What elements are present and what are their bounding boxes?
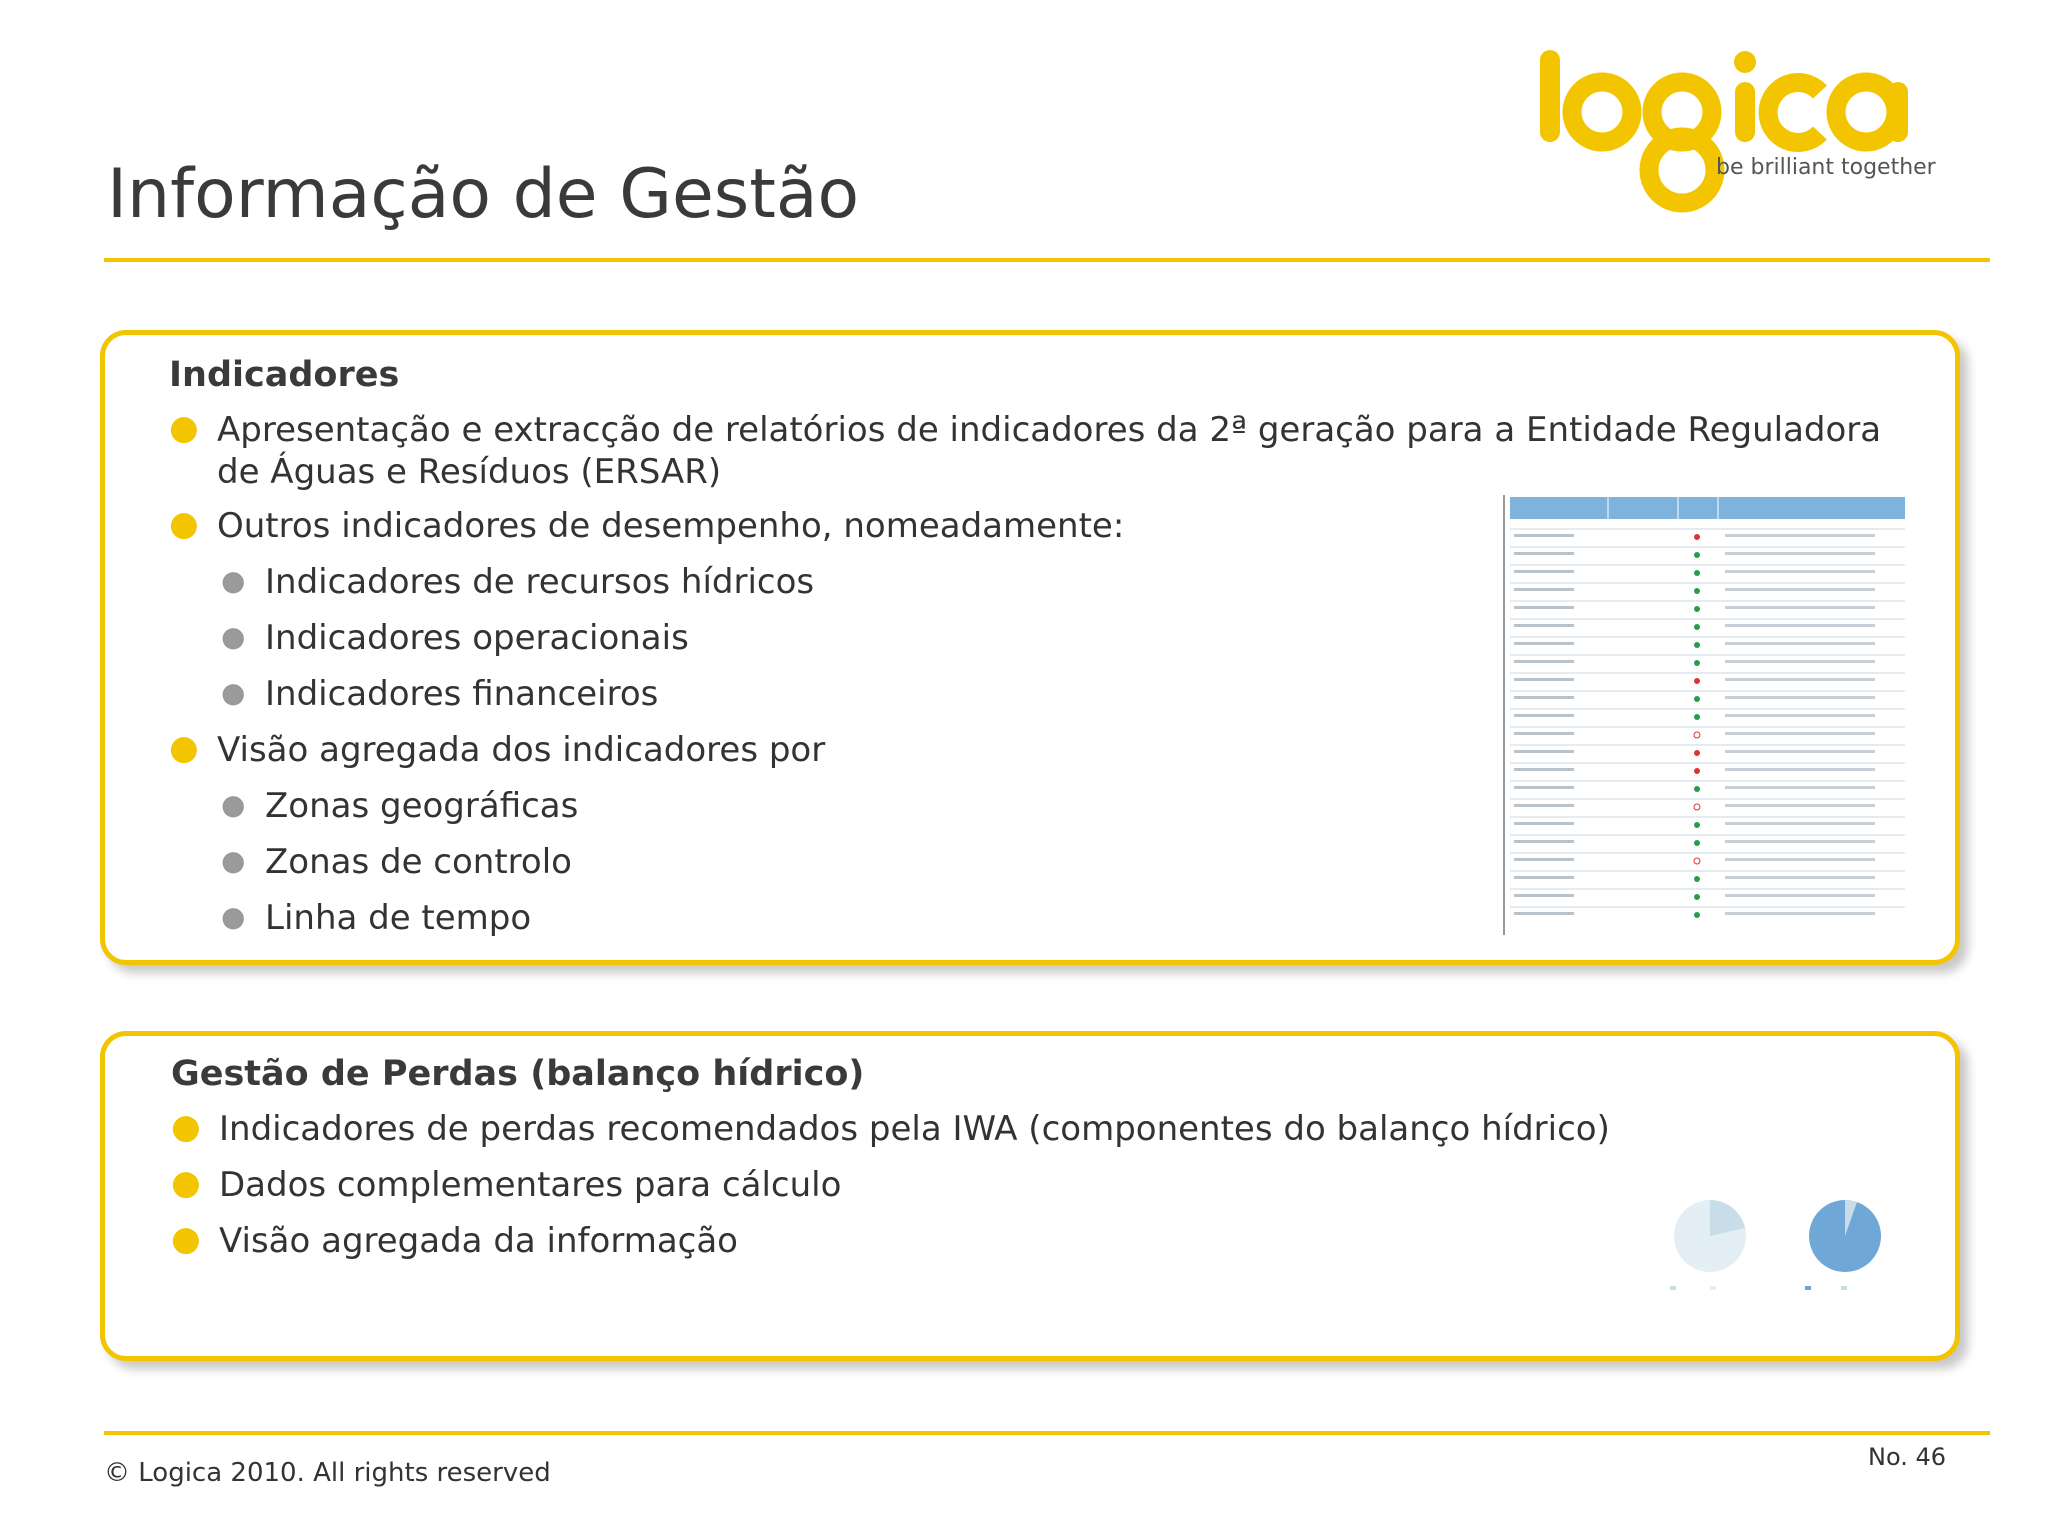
sub-bullet-dot-icon: ● bbox=[221, 788, 246, 821]
sub-bullet-item: ● Indicadores financeiros bbox=[221, 674, 659, 714]
page-number: No. 46 bbox=[1868, 1443, 1947, 1471]
bullet-item: ● Indicadores de perdas recomendados pela IWA (componentes do balanço hídrico) bbox=[171, 1107, 1610, 1149]
gestao-perdas-heading: Gestão de Perdas (balanço hídrico) bbox=[171, 1054, 865, 1094]
sub-bullet-item: ● Indicadores de recursos hídricos bbox=[221, 562, 815, 602]
sub-bullet-dot-icon: ● bbox=[221, 564, 246, 597]
top-divider bbox=[100, 255, 1990, 315]
bullet-item: ● Outros indicadores de desempenho, nomeadamente: bbox=[169, 504, 1125, 546]
indicator-report-thumbnail bbox=[1500, 495, 1910, 945]
bullet-dot-icon: ● bbox=[171, 1107, 201, 1147]
bullet-item: ● Visão agregada dos indicadores por bbox=[169, 728, 826, 770]
indicadores-heading: Indicadores bbox=[169, 355, 400, 395]
sub-bullet-item: ● Zonas de controlo bbox=[221, 842, 572, 882]
sub-bullet-dot-icon: ● bbox=[221, 900, 246, 933]
bullet-dot-icon: ● bbox=[171, 1163, 201, 1203]
sub-bullet-item: ● Indicadores operacionais bbox=[221, 618, 689, 658]
copyright-footer: © Logica 2010. All rights reserved bbox=[104, 1458, 551, 1488]
sub-bullet-dot-icon: ● bbox=[221, 676, 246, 709]
bullet-item: ● Apresentação e extracção de relatórios de indicadores da 2ª geração para a Entidade Reguladora de Águas e Resíduos (ERSAR) bbox=[169, 408, 1882, 492]
bullet-item: ● Visão agregada da informação bbox=[171, 1219, 738, 1261]
pie-chart-thumbnail-blue bbox=[1785, 1186, 1915, 1296]
pie-chart-thumbnail-light bbox=[1650, 1186, 1780, 1296]
page-title: Informação de Gestão bbox=[107, 155, 860, 234]
bullet-dot-icon: ● bbox=[169, 728, 199, 768]
bullet-dot-icon: ● bbox=[171, 1219, 201, 1259]
gestao-perdas-card bbox=[100, 1031, 1960, 1361]
bullet-item: ● Dados complementares para cálculo bbox=[171, 1163, 842, 1205]
logica-logo bbox=[1520, 40, 1980, 220]
sub-bullet-dot-icon: ● bbox=[221, 844, 246, 877]
sub-bullet-item: ● Zonas geográficas bbox=[221, 786, 579, 826]
bullet-dot-icon: ● bbox=[169, 504, 199, 544]
logo-tagline: be brilliant together bbox=[1716, 155, 1936, 180]
sub-bullet-item: ● Linha de tempo bbox=[221, 898, 532, 938]
bottom-divider bbox=[100, 1378, 1990, 1438]
bullet-dot-icon: ● bbox=[169, 408, 199, 448]
sub-bullet-dot-icon: ● bbox=[221, 620, 246, 653]
indicadores-card bbox=[100, 330, 1960, 965]
